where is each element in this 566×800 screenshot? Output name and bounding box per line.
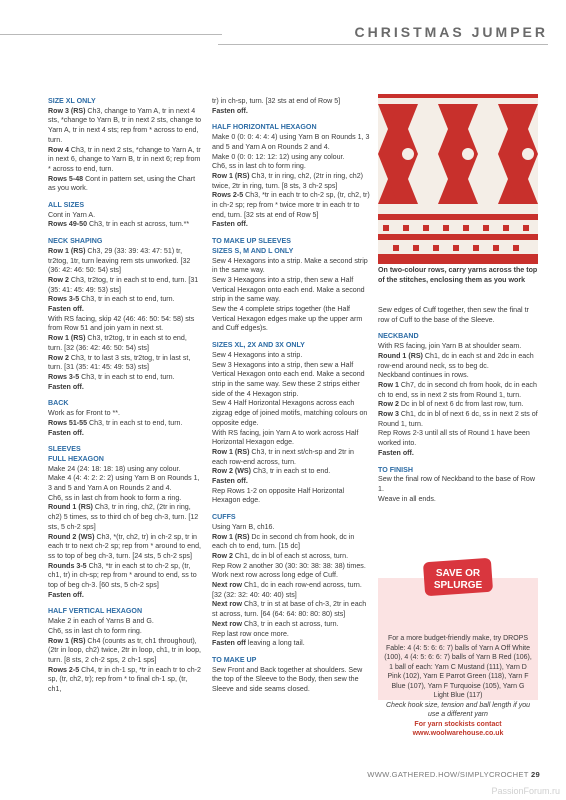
- instruction-paragraph: [48, 211, 202, 221]
- row-label: Row 2 (WS): [212, 467, 253, 476]
- row-label: Row 2: [378, 400, 401, 409]
- row-label: Row 2: [212, 551, 235, 560]
- instruction-text: leaving a long tail.: [247, 639, 305, 648]
- column-2: [212, 97, 370, 695]
- section-heading: CUFFS: [212, 513, 236, 522]
- row-label: Fasten off.: [48, 382, 84, 391]
- instruction-text: Ch4, tr in ch-1 sp, *tr in each tr to ch-2 sp, (tr, ch2, tr); rep from * to final ch-1 sp, (tr, ch1,: [48, 665, 201, 694]
- instruction-text: Ch1, dc in bl of next 6 dc, ss in next 2 sts of Round 1, turn.: [378, 410, 538, 428]
- instruction-text: Make 0 (0: 0: 12: 12: 12) using any colour.: [212, 152, 345, 161]
- instruction-paragraph: [378, 381, 538, 400]
- instruction-paragraph: [48, 666, 202, 695]
- instruction-paragraph: [48, 617, 202, 627]
- instruction-text: Sew Front and Back together at shoulders. Sew the top of the Sleeve to the Body, then sew the Sleeve and side seams closed.: [212, 665, 363, 694]
- instruction-paragraph: [378, 306, 538, 325]
- page-header: [0, 18, 566, 58]
- row-label: Row 3 (RS): [48, 106, 88, 115]
- instruction-text: Ch1, dc in bl of each st across, turn.: [234, 551, 349, 560]
- row-label: Fasten off.: [48, 428, 84, 437]
- instruction-text: Rep Row 2 another 30 (30: 30: 38: 38: 38) times.: [212, 561, 366, 570]
- instruction-paragraph: [212, 620, 370, 630]
- badge-line-1: SAVE OR: [435, 568, 481, 579]
- instruction-paragraph: [48, 334, 202, 353]
- row-label: Fasten off.: [212, 477, 248, 486]
- row-label: Next row: [212, 600, 244, 609]
- section-heading: SIZES S, M AND L ONLY: [212, 246, 294, 255]
- instruction-text: Ch3, tr in each st to end, turn.: [89, 418, 183, 427]
- header-underline: [218, 44, 548, 45]
- instruction-paragraph: [48, 465, 202, 475]
- instruction-paragraph: [48, 175, 202, 194]
- instruction-text: With RS facing, skip 42 (46: 46: 50: 54: 58) sts from Row 51 and join yarn in next st.: [48, 314, 195, 333]
- instruction-paragraph: [378, 352, 538, 371]
- row-label: Row 1 (RS): [212, 171, 252, 180]
- row-label: Row 1 (RS): [48, 246, 88, 255]
- row-label: Rows 51-55: [48, 418, 90, 427]
- instruction-text: With RS facing, join Yarn B at shoulder seam.: [378, 342, 522, 351]
- instruction-paragraph: [48, 419, 202, 429]
- section-heading: TO MAKE UP SLEEVES: [212, 237, 291, 246]
- page-footer: [367, 770, 540, 779]
- instruction-paragraph: [212, 639, 370, 649]
- section-heading: BACK: [48, 399, 69, 408]
- row-label: Rows 5-48: [48, 174, 86, 183]
- column-3: [378, 306, 538, 504]
- instruction-paragraph: [48, 409, 202, 419]
- instruction-paragraph: [48, 220, 202, 230]
- instruction-paragraph: [212, 448, 370, 467]
- instruction-text: Ch3, tr in each st to end.: [252, 467, 331, 476]
- row-label: Row 2: [48, 353, 71, 362]
- row-label: Row 1 (RS): [48, 636, 88, 645]
- instruction-paragraph: [48, 591, 202, 601]
- instruction-text: Ch3, tr in each st to end, turn.: [81, 372, 175, 381]
- instruction-text: Neckband continues in rows.: [378, 371, 469, 380]
- row-label: Row 4: [48, 145, 71, 154]
- instruction-text: Ch3, tr2tog, tr in each st to end, turn. [32 (36: 42: 46: 50: 54) sts]: [48, 334, 187, 352]
- instruction-paragraph: [48, 562, 202, 591]
- row-label: Row 1 (RS): [48, 334, 88, 343]
- instruction-text: Sew 4 Hexagons into a strip. Make a second strip in the same way.: [212, 256, 368, 275]
- instruction-paragraph: [212, 153, 370, 163]
- instruction-paragraph: [212, 276, 370, 305]
- section-heading: HALF VERTICAL HEXAGON: [48, 607, 143, 616]
- save-or-splurge-badge: [420, 556, 496, 598]
- instruction-paragraph: [378, 400, 538, 410]
- instruction-paragraph: [212, 162, 370, 172]
- instruction-paragraph: [212, 477, 370, 487]
- instruction-text: Sew 3 Hexagons into a strip, then sew a Half Vertical Hexagon onto each end. Make a second strip in the same way.: [212, 275, 365, 304]
- badge-line-2: SPLURGE: [433, 580, 483, 591]
- instruction-text: Ch1, dc in each st and 2dc in each row-end around neck, ss to beg dc.: [378, 351, 534, 370]
- instruction-paragraph: [212, 220, 370, 230]
- instruction-text: Ch6, ss in last ch to form ring.: [48, 626, 142, 635]
- instruction-text: Work as for Front to **.: [48, 409, 121, 418]
- box-note: Check hook size, tension and ball length if you use a different yarn: [386, 701, 530, 718]
- row-label: Rows 3-5: [48, 372, 82, 381]
- instruction-text: Make 0 (0: 0: 4: 4: 4) using Yarn B on Rounds 1, 3 and 5 and Yarn A on Rounds 2 and 4.: [212, 133, 370, 151]
- instruction-text: Sew edges of Cuff together, then sew the final tr row of Cuff to the base of the Sleeve.: [378, 306, 529, 324]
- instruction-text: Make 24 (24: 18: 18: 18) using any colour.: [48, 464, 181, 473]
- instruction-text: Make 2 in each of Yarns B and G.: [48, 617, 154, 626]
- instruction-text: Ch3, *tr in each tr to ch-2 sp, (tr, ch2, tr) in ch-2 sp; rep from * twice more tr in each tr to end, turn. [32 sts at end of Row 5]: [212, 191, 370, 219]
- instruction-paragraph: [48, 533, 202, 562]
- instruction-text: Ch6, ss in last ch from hook to form a ring.: [48, 493, 182, 502]
- box-body: For a more budget-friendly make, try DROPS Fable: 4 (4: 5: 6: 6: 7) balls of Yarn A Off White (100), 4 (4: 5: 6: 6: 7) balls of Yarn B Red (106), 1 ball of each: Yarn C Mustand (111), Yarn D Pink (102), Yarn E Parrot Green (118), Yarn F Blue (107), Yarn F Turquoise (105), Yarn G Light Blue (117): [384, 635, 532, 699]
- instruction-text: Ch3, tr in next st/ch-sp and 2tr in each row-end across, turn.: [212, 447, 354, 466]
- instruction-text: Ch3, *tr in each st to ch-2 sp, (tr, ch1, tr) in ch-sp; rep from * around to end, ss to top of beg ch-3. [60 sts, 5 ch-2 sps]: [48, 561, 197, 590]
- instruction-text: Ch4 (counts as tr, ch1 throughout), (2tr in loop, ch2) twice, 2tr in loop, ch1, tr in loop, turn. [8 sts, 2 ch-2 sps, 2 ch-1 sps]: [48, 636, 201, 664]
- instruction-paragraph: [212, 666, 370, 695]
- instruction-text: Ch6, ss in last ch to form ring.: [212, 162, 306, 171]
- instruction-paragraph: [48, 295, 202, 305]
- instruction-text: Make 4 (4: 4: 2: 2: 2) using Yarn B on Rounds 1, 3 and 5 and Yarn A on Rounds 2 and 4.: [48, 474, 200, 493]
- instruction-text: Cont in Yarn A.: [48, 210, 96, 219]
- instruction-paragraph: [48, 373, 202, 383]
- instruction-text: Dc in bl of next 6 dc from last row, turn.: [400, 400, 524, 409]
- row-label: Next row: [212, 619, 244, 628]
- instruction-text: tr) in ch-sp, turn. [32 sts at end of Row 5]: [212, 97, 341, 105]
- section-heading: FULL HEXAGON: [48, 454, 104, 463]
- instruction-text: Ch3, tr in st at base of ch-3, 2tr in each st across, turn. [64 (64: 64: 80: 80: 80) sts]: [212, 600, 367, 619]
- instruction-text: Ch3, tr in next 2 sts, *change to Yarn A, tr in next 6, change to Yarn B, tr in next 6; rep from * across to end, turn.: [48, 145, 201, 173]
- instruction-text: Ch7, dc in second ch from hook, dc in each ch to end, ss in next 2 sts from Round 1, turn.: [378, 380, 537, 399]
- instruction-paragraph: [212, 533, 370, 552]
- section-heading: ALL SIZES: [48, 201, 85, 210]
- instruction-paragraph: [212, 361, 370, 400]
- instruction-text: Ch3, change to Yarn A, tr in next 4 sts, *change to Yarn B, tr in next 2 sts, change to Yarn A, tr in next 4 sts; rep from * across to end, turn.: [48, 106, 202, 144]
- instruction-text: Sew the 4 complete strips together (the Half Vertical Hexagon edges make up the upper arm and Cuff edges)s.: [212, 305, 363, 333]
- instruction-text: Sew 4 Half Horizontal Hexagons across each zigzag edge of joined motifs, matching colours on opposite edge.: [212, 399, 368, 427]
- row-label: Rows 3-5: [48, 295, 82, 304]
- box-text: [384, 634, 532, 739]
- instruction-paragraph: [378, 371, 538, 381]
- stockist-link[interactable]: www.woolwarehouse.co.uk: [412, 730, 504, 737]
- column-1: [48, 97, 202, 695]
- row-label: Rounds 3-5: [48, 561, 89, 570]
- instruction-text: Ch3, tr in each st across, turn.**: [89, 220, 190, 229]
- instruction-paragraph: [212, 107, 370, 117]
- row-label: Row 3: [378, 410, 401, 419]
- header-rule: [0, 34, 222, 35]
- section-heading: TO FINISH: [378, 465, 413, 474]
- row-label: Row 2: [48, 275, 71, 284]
- row-label: Rows 2-5: [48, 665, 82, 674]
- row-label: Next row: [212, 581, 244, 590]
- section-heading: SLEEVES: [48, 445, 81, 454]
- row-label: Row 1: [378, 380, 401, 389]
- section-heading: TO MAKE UP: [212, 655, 257, 664]
- row-label: Round 1 (RS): [48, 503, 95, 512]
- instruction-paragraph: [212, 630, 370, 640]
- instruction-paragraph: [48, 474, 202, 493]
- instruction-paragraph: [48, 637, 202, 666]
- instruction-text: Work next row across long edge of Cuff.: [212, 571, 338, 580]
- stockist-label: For yarn stockists contact: [414, 720, 502, 728]
- instruction-paragraph: [212, 523, 370, 533]
- instruction-text: Ch3, tr to last 3 sts, tr2tog, tr in last st, turn. [31 (35: 41: 45: 49: 53) sts]: [48, 353, 191, 372]
- instruction-text: Ch3, tr in each st across, turn.: [243, 619, 339, 628]
- instruction-paragraph: [378, 342, 538, 352]
- instruction-paragraph: [48, 503, 202, 532]
- instruction-paragraph: [48, 146, 202, 175]
- instruction-text: Rep last row once more.: [212, 629, 289, 638]
- instruction-text: Ch3, 29 (33: 39: 43: 47: 51) tr, tr2tog, 1tr, turn leaving rem sts unworked. [32 (36: 42: 46: 50: 54) sts]: [48, 246, 191, 275]
- instruction-paragraph: [212, 600, 370, 619]
- instruction-paragraph: [212, 552, 370, 562]
- instruction-text: Rep Rows 1-2 on opposite Half Horizontal Hexagon edge.: [212, 486, 345, 505]
- instruction-paragraph: [48, 494, 202, 504]
- instruction-paragraph: [48, 354, 202, 373]
- instruction-paragraph: [48, 247, 202, 276]
- instruction-paragraph: [212, 487, 370, 506]
- instruction-paragraph: [212, 97, 370, 107]
- instruction-paragraph: [212, 351, 370, 361]
- instruction-text: Cont in pattern set, using the Chart as you work.: [48, 174, 196, 193]
- section-heading: HALF HORIZONTAL HEXAGON: [212, 123, 317, 132]
- instruction-text: Sew 4 Hexagons into a strip.: [212, 350, 303, 359]
- row-label: Fasten off.: [212, 106, 248, 115]
- jumper-photo: [378, 94, 538, 264]
- instruction-text: Ch3, tr in each st to end, turn.: [81, 295, 175, 304]
- row-label: Row 1 (RS): [212, 532, 252, 541]
- instruction-paragraph: [378, 495, 538, 505]
- instruction-text: With RS facing, join Yarn A to work across Half Horizontal Hexagon edge.: [212, 428, 359, 447]
- instruction-paragraph: [48, 627, 202, 637]
- page-number: 29: [530, 770, 540, 779]
- section-heading: SIZE XL ONLY: [48, 97, 96, 105]
- photo-caption: On two-colour rows, carry yarns across the top of the stitches, enclosing them as you work: [378, 266, 538, 284]
- instruction-paragraph: [378, 429, 538, 448]
- row-label: Round 1 (RS): [378, 351, 425, 360]
- instruction-paragraph: [212, 399, 370, 428]
- instruction-paragraph: [378, 410, 538, 429]
- instruction-paragraph: [48, 107, 202, 146]
- row-label: Rows 2-5: [212, 191, 246, 200]
- section-title: CHRISTMAS JUMPER: [354, 24, 548, 40]
- section-heading: SIZES XL, 2X AND 3X ONLY: [212, 341, 305, 350]
- instruction-text: Sew 3 Hexagons into a strip, then sew a Half Vertical Hexagon onto each end. Make a second strip in the same way. Sew these 2 strips either side of the 4 Hexagon strip.: [212, 360, 365, 398]
- instruction-paragraph: [212, 133, 370, 152]
- instruction-paragraph: [48, 429, 202, 439]
- instruction-text: Ch3, tr in ring, ch2, (2tr in ring, ch2) 5 times, ss to third ch of beg ch-3, turn. [12 sts, 5 ch-2 sps]: [48, 503, 199, 531]
- instruction-text: Ch3, tr2tog, tr in each st to end, turn. [31 (35: 41: 45: 49: 53) sts]: [48, 275, 199, 294]
- instruction-paragraph: [212, 305, 370, 334]
- instruction-paragraph: [378, 449, 538, 459]
- instruction-paragraph: [212, 191, 370, 220]
- instruction-text: Ch1, dc in each row-end across, turn. [32 (32: 32: 40: 40: 40) sts]: [212, 581, 362, 599]
- instruction-paragraph: [212, 429, 370, 448]
- row-label: Rows 49-50: [48, 220, 90, 229]
- instruction-paragraph: [48, 383, 202, 393]
- instruction-text: Weave in all ends.: [378, 494, 436, 503]
- instruction-text: Dc in second ch from hook, dc in each ch to end, turn. [15 dc]: [212, 532, 355, 551]
- instruction-text: Ch3, *(tr, ch2, tr) in ch-2 sp, tr in each tr to next ch-2 sp; rep from * around to end, ss to top of beg ch-3, turn. [24 sts, 5 ch-2 sps]: [48, 532, 201, 560]
- instruction-paragraph: [378, 475, 538, 494]
- instruction-paragraph: [48, 305, 202, 315]
- instruction-paragraph: [212, 571, 370, 581]
- row-label: Fasten off.: [48, 590, 84, 599]
- watermark: PassionForum.ru: [491, 786, 560, 796]
- instruction-paragraph: [48, 276, 202, 295]
- row-label: Fasten off.: [378, 448, 414, 457]
- instruction-paragraph: [212, 467, 370, 477]
- instruction-text: Ch3, tr in ring, ch2, (2tr in ring, ch2) twice, 2tr in ring, turn. [8 sts, 3 ch-2 sps]: [212, 171, 363, 190]
- row-label: Round 2 (WS): [48, 532, 97, 541]
- section-heading: NECKBAND: [378, 332, 419, 341]
- instruction-paragraph: [212, 172, 370, 191]
- instruction-text: Rep Rows 2-3 until all sts of Round 1 have been worked into.: [378, 429, 530, 448]
- section-heading: NECK SHAPING: [48, 237, 103, 246]
- row-label: Fasten off: [212, 639, 248, 648]
- row-label: Fasten off.: [48, 305, 84, 314]
- instruction-text: Sew the final row of Neckband to the base of Row 1.: [378, 475, 535, 493]
- instruction-paragraph: [212, 581, 370, 600]
- fair-isle-pattern-image: [378, 94, 538, 264]
- footer-url: WWW.GATHERED.HOW/SIMPLYCROCHET: [367, 770, 529, 779]
- row-label: Row 1 (RS): [212, 447, 252, 456]
- instruction-text: Using Yarn B, ch16.: [212, 522, 275, 531]
- instruction-paragraph: [212, 257, 370, 276]
- row-label: Fasten off.: [212, 220, 248, 229]
- instruction-paragraph: [212, 562, 370, 572]
- instruction-paragraph: [48, 315, 202, 334]
